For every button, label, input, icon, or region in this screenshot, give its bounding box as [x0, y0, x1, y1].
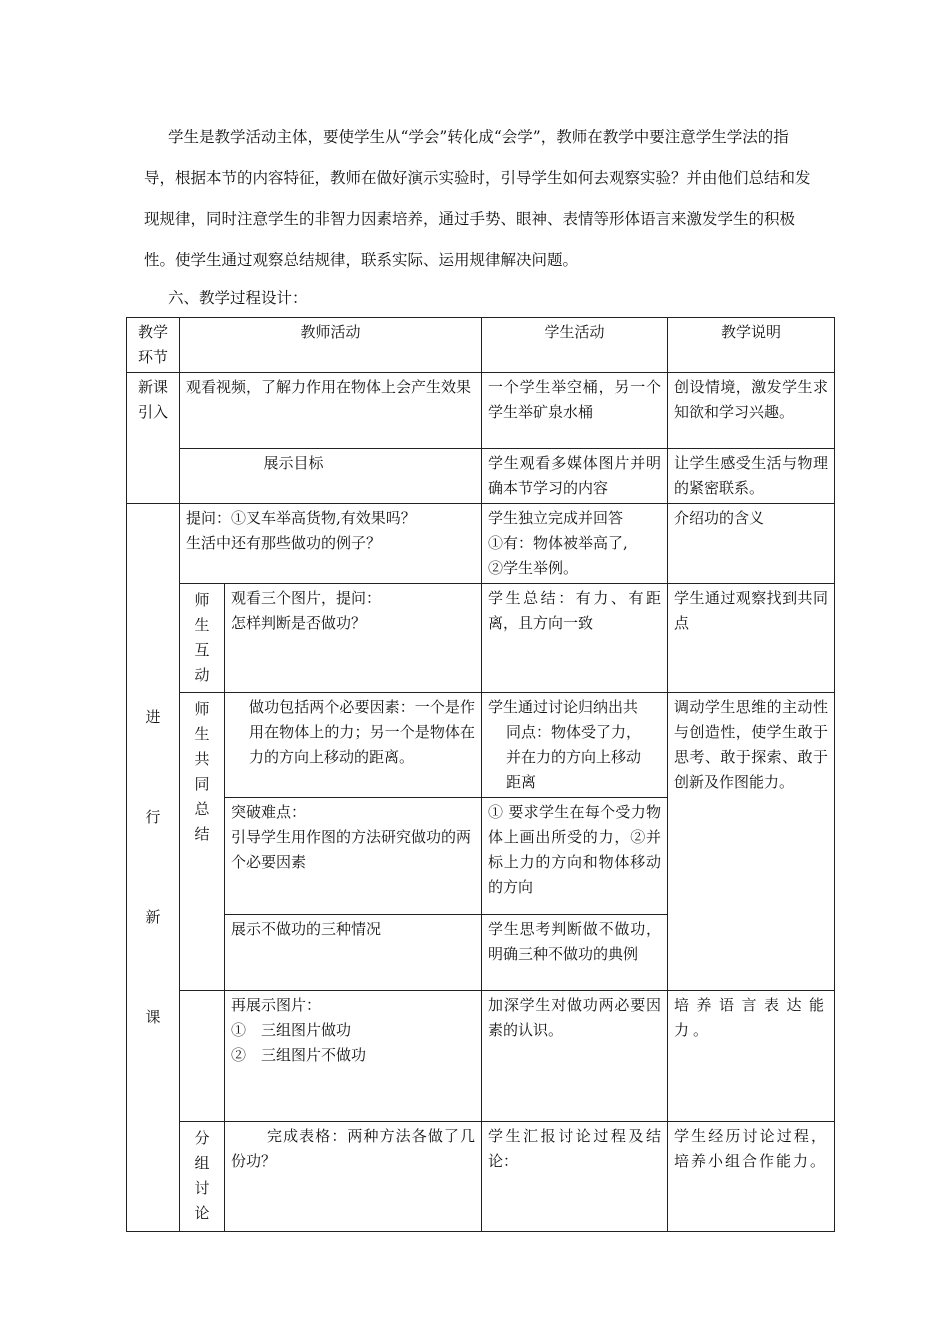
sub-stage-char: 动	[194, 666, 210, 684]
intro-teacher-cell: 观看视频，了解力作用在物体上会产生效果	[180, 373, 482, 449]
goal-notes-cell: 让学生感受生活与物理的紧密联系。	[668, 449, 835, 504]
goal-student-cell: 学生观看多媒体图片并明确本节学习的内容	[482, 449, 668, 504]
interact-notes-cell: 学生通过观察找到共同点	[668, 584, 835, 693]
table-row	[127, 449, 835, 504]
summary-teacher-cell: 做功包括两个必要因素：一个是作用在物体上的力；另一个是物体在力的方向上移动的距离。	[225, 693, 482, 798]
difficulty-line: 突破难点：	[231, 803, 307, 821]
nowork-student-cell: 学生思考判断做不做功，明确三种不做功的典例	[482, 915, 668, 991]
summary-line: 并在力的方向上移动	[506, 748, 642, 766]
answer-line: ①有：物体被举高了,	[488, 534, 628, 552]
summary-line: 同点：物体受了力，	[506, 723, 642, 741]
question-line: 生活中还有那些做功的例子？	[186, 534, 382, 552]
group-student-cell: 学生汇报讨论过程及结论：	[482, 1122, 668, 1232]
summary-notes-cell: 调动学生思维的主动性与创造性，使学生敢于思考、敢于探索、敢于创新及作图能力。	[668, 693, 835, 991]
header-student: 学生活动	[482, 318, 668, 373]
main-stage-char: 新	[145, 908, 161, 926]
goal-teacher-cell: 展示目标	[180, 449, 482, 504]
header-teacher: 教师活动	[180, 318, 482, 373]
sub-stage-char: 师	[194, 591, 210, 609]
answer-line: 学生独立完成并回答	[488, 509, 624, 527]
main-stage-char: 课	[145, 1008, 161, 1026]
interact-line: 观看三个图片，提问：	[231, 589, 382, 607]
interact-student-cell: 学生总结：有力、有距离，且方向一致	[482, 584, 668, 693]
summary-stage-cell	[180, 693, 225, 991]
table-header-row	[127, 318, 835, 373]
main-stage-cell	[127, 504, 180, 1232]
question-notes-cell: 介绍功的含义	[668, 504, 835, 584]
sub-stage-char: 总	[194, 800, 210, 818]
question-teacher-cell	[180, 504, 482, 584]
sub-stage-char: 互	[194, 641, 210, 659]
group-teacher-cell: 完成表格：两种方法各做了几份功？	[225, 1122, 482, 1232]
table-row	[127, 991, 835, 1122]
sub-stage-char: 结	[194, 825, 210, 843]
pictures-student-cell: 加深学生对做功两必要因素的认识。	[482, 991, 668, 1122]
teaching-process-table	[126, 317, 835, 1232]
interact-stage-cell	[180, 584, 225, 693]
summary-student-cell	[482, 693, 668, 798]
header-stage: 教学环节	[127, 318, 180, 373]
sub-stage-char: 生	[194, 616, 210, 634]
interact-teacher-cell	[225, 584, 482, 693]
nowork-teacher-cell: 展示不做功的三种情况	[225, 915, 482, 991]
pictures-teacher-cell	[225, 991, 482, 1122]
sub-stage-char: 组	[194, 1154, 210, 1172]
header-notes: 教学说明	[668, 318, 835, 373]
question-line: 提问：①叉车举高货物,有效果吗？	[186, 509, 416, 527]
sub-stage-char: 论	[194, 1204, 210, 1222]
sub-stage-char: 分	[194, 1129, 210, 1147]
sub-stage-char: 共	[194, 750, 210, 768]
intro-student-cell: 一个学生举空桶，另一个学生举矿泉水桶	[482, 373, 668, 449]
table-row	[127, 1122, 835, 1232]
table-row	[127, 373, 835, 449]
table-row	[127, 693, 835, 798]
pictures-line: 再展示图片：	[231, 996, 322, 1014]
table-row	[127, 584, 835, 693]
pictures-notes-cell: 培养语言表达能力。	[668, 991, 835, 1122]
sub-stage-char: 生	[194, 725, 210, 743]
main-stage-char: 行	[145, 808, 161, 826]
pictures-stage-cell	[180, 991, 225, 1122]
intro-stage-cell: 新课引入	[127, 373, 180, 504]
group-stage-cell	[180, 1122, 225, 1232]
main-stage-char: 进	[145, 708, 161, 726]
difficulty-teacher-cell	[225, 798, 482, 915]
question-student-cell	[482, 504, 668, 584]
sub-stage-char: 同	[194, 775, 210, 793]
difficulty-line: 引导学生用作图的方法研究做功的两个必要因素	[231, 828, 472, 871]
sub-stage-char: 师	[194, 700, 210, 718]
pictures-line: ① 三组图片做功	[231, 1021, 352, 1039]
interact-line: 怎样判断是否做功？	[231, 614, 367, 632]
summary-line: 距离	[506, 773, 537, 791]
summary-line: 学生通过讨论归纳出共	[488, 698, 639, 716]
section-heading: 六、教学过程设计：	[168, 289, 308, 307]
intro-paragraph: 学生是教学活动主体，要使学生从“学会”转化成“会学”，教师在教学中要注意学生学法的指导，根据本节的内容特征，教师在做好演示实验时，引导学生如何去观察实验？并由他们总结和发现规律，同时注意学生的非智力因素培养，通过手势、眼神、表情等形体语言来激发学生的积极性。使学生通过观察总结规律，联系实际、运用规律解决问题。	[144, 128, 811, 269]
intro-notes-cell: 创设情境，激发学生求知欲和学习兴趣。	[668, 373, 835, 449]
sub-stage-char: 讨	[194, 1179, 210, 1197]
difficulty-student-cell: ① 要求学生在每个受力物体上画出所受的力，②并标上力的方向和物体移动的方向	[482, 798, 668, 915]
table-row	[127, 504, 835, 584]
pictures-line: ② 三组图片不做功	[231, 1046, 367, 1064]
group-notes-cell: 学生经历讨论过程，培养小组合作能力。	[668, 1122, 835, 1232]
answer-line: ②学生举例。	[488, 559, 579, 577]
